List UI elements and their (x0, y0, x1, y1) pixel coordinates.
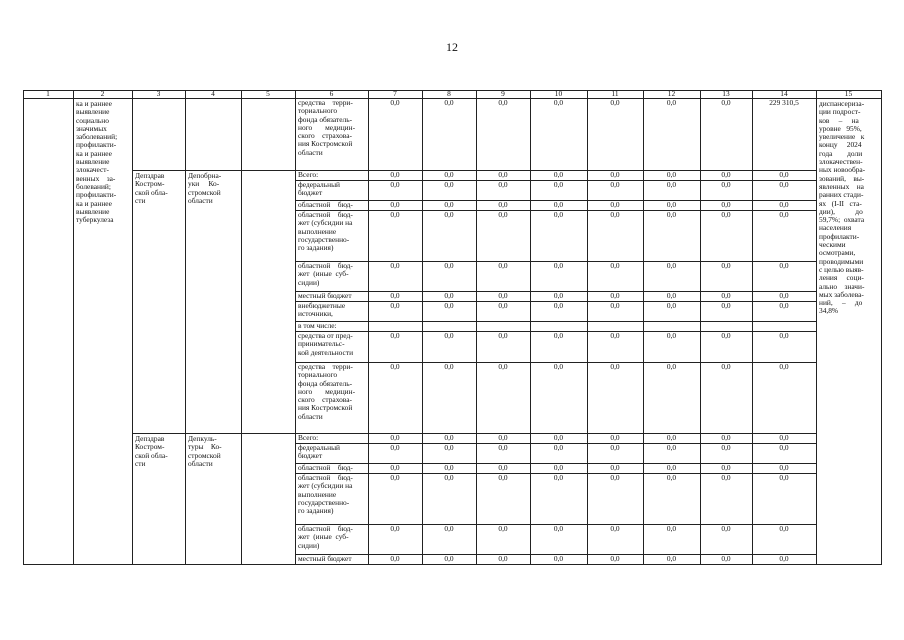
funding-value: 0,0 (610, 474, 620, 482)
funding-value: 0,0 (444, 181, 454, 189)
funding-value: 0,0 (444, 302, 454, 310)
funding-value: 0,0 (390, 332, 400, 340)
funding-value: 0,0 (498, 262, 508, 270)
funding-value: 0,0 (553, 99, 564, 107)
funding-value: 0,0 (721, 363, 731, 371)
funding-source-label: местный бюджет (298, 555, 352, 563)
funding-value: 0,0 (721, 211, 731, 219)
funding-value: 0,0 (444, 171, 454, 179)
funding-value: 0,0 (498, 211, 508, 219)
result-indicator-cell: диспансериза- ции подрост- ков – на уровне 95%, увеличение к концу 2024 года доли злокачествен- ных новообра- зований, вы- явленных на ранних стади- ях (I-II ста- дии), до 59,7%; охвата населения профилакти- ческими осмотрами, проводимыми с целью выяв- ления соци- ально значи- мых заболева- ний, – до 34,8% (819, 100, 866, 316)
column-number-header: 11 (611, 90, 619, 98)
funding-value: 0,0 (779, 262, 789, 270)
table-rule-vertical (295, 90, 296, 565)
funding-value: 0,0 (721, 525, 731, 533)
funding-value: 0,0 (666, 302, 677, 310)
table-rule-vertical (816, 90, 817, 565)
column-number-header: 4 (211, 90, 215, 98)
funding-value: 0,0 (390, 474, 400, 482)
funding-value: 0,0 (553, 171, 564, 179)
funding-value: 0,0 (553, 555, 564, 563)
table-rule-horizontal (132, 170, 296, 171)
funding-value: 0,0 (390, 302, 400, 310)
funding-value: 0,0 (498, 201, 508, 209)
funding-value: 0,0 (498, 444, 508, 452)
funding-value: 0,0 (498, 363, 508, 371)
funding-value: 0,0 (779, 292, 789, 300)
table-rule-vertical (241, 90, 242, 565)
funding-value (476, 322, 530, 331)
funding-value: 0,0 (721, 201, 731, 209)
funding-source-label: областной бюд- (298, 201, 353, 209)
funding-value: 0,0 (390, 171, 400, 179)
funding-value: 0,0 (390, 99, 400, 107)
funding-value: 0,0 (666, 363, 677, 371)
funding-value: 0,0 (779, 332, 789, 340)
funding-value: 0,0 (779, 464, 789, 472)
funding-value: 0,0 (610, 181, 620, 189)
funding-value: 0,0 (390, 444, 400, 452)
funding-value: 0,0 (721, 302, 731, 310)
funding-value: 0,0 (610, 434, 620, 442)
funding-value: 0,0 (553, 302, 564, 310)
funding-value: 229 310,5 (769, 99, 799, 107)
funding-value: 0,0 (721, 434, 731, 442)
funding-source-label: областной бюд- жет (иные суб- сидии) (298, 525, 353, 550)
funding-value: 0,0 (666, 181, 677, 189)
funding-value: 0,0 (390, 555, 400, 563)
funding-value: 0,0 (498, 181, 508, 189)
funding-value: 0,0 (444, 262, 454, 270)
funding-value: 0,0 (666, 292, 677, 300)
funding-value: 0,0 (444, 474, 454, 482)
table-rule-horizontal (23, 564, 882, 565)
funding-value: 0,0 (721, 474, 731, 482)
funding-value: 0,0 (553, 434, 564, 442)
funding-value: 0,0 (553, 181, 564, 189)
funding-value: 0,0 (444, 555, 454, 563)
funding-value: 0,0 (610, 525, 620, 533)
funding-value: 0,0 (721, 464, 731, 472)
funding-value: 0,0 (610, 464, 620, 472)
funding-value: 0,0 (444, 525, 454, 533)
funding-value: 0,0 (666, 464, 677, 472)
task-description-cell: ка и раннее выявление социально значимых заболеваний; профилакти- ка и раннее выявление злокачест- венных за- болеваний; профилакти- ка и раннее выявление туберкулеза (76, 100, 118, 225)
funding-value: 0,0 (779, 474, 789, 482)
funding-value: 0,0 (721, 171, 731, 179)
funding-value: 0,0 (779, 211, 789, 219)
funding-value: 0,0 (610, 292, 620, 300)
funding-source-label: федеральный бюджет (298, 444, 340, 461)
funding-value: 0,0 (779, 555, 789, 563)
column-number-header: 12 (667, 90, 676, 98)
funding-value: 0,0 (390, 464, 400, 472)
funding-value: 0,0 (610, 444, 620, 452)
table-rule-vertical (23, 90, 24, 565)
funding-value: 0,0 (498, 525, 508, 533)
funding-value: 0,0 (498, 302, 508, 310)
funding-value: 0,0 (390, 292, 400, 300)
funding-value: 0,0 (610, 211, 620, 219)
funding-value: 0,0 (444, 434, 454, 442)
funding-value: 0,0 (666, 171, 677, 179)
funding-value: 0,0 (779, 525, 789, 533)
funding-value: 0,0 (498, 434, 508, 442)
funding-value: 0,0 (553, 363, 564, 371)
program-table (23, 90, 881, 581)
funding-value: 0,0 (779, 444, 789, 452)
funding-value: 0,0 (390, 181, 400, 189)
funding-value: 0,0 (666, 474, 677, 482)
funding-value: 0,0 (666, 555, 677, 563)
funding-value: 0,0 (666, 332, 677, 340)
funding-value: 0,0 (666, 444, 677, 452)
funding-value (752, 322, 816, 331)
funding-value: 0,0 (444, 444, 454, 452)
funding-value (422, 322, 476, 331)
funding-value: 0,0 (779, 302, 789, 310)
funding-value: 0,0 (498, 99, 508, 107)
column-number-header: 3 (156, 90, 161, 98)
funding-value: 0,0 (779, 181, 789, 189)
funding-value: 0,0 (610, 332, 620, 340)
funding-value: 0,0 (444, 201, 454, 209)
funding-source-label: в том числе: (298, 322, 337, 330)
column-number-header: 15 (844, 90, 853, 98)
funding-value: 0,0 (553, 262, 564, 270)
funding-value: 0,0 (779, 171, 789, 179)
funding-value: 0,0 (779, 363, 789, 371)
funding-source-label: областной бюд- жет (иные суб- сидии) (298, 262, 353, 287)
funding-value: 0,0 (553, 444, 564, 452)
funding-value: 0,0 (666, 262, 677, 270)
funding-source-label: областной бюд- жет (субсидии на выполнение государственно- го задания) (298, 211, 353, 253)
funding-value: 0,0 (721, 99, 731, 107)
funding-value: 0,0 (553, 211, 564, 219)
funding-value: 0,0 (390, 211, 400, 219)
funding-source-label: областной бюд- (298, 464, 353, 472)
funding-value: 0,0 (444, 292, 454, 300)
funding-source-label: средства терри- ториального фонда обязатель- ного медицин- ского страхова- ния Костромской области (298, 99, 356, 157)
funding-value: 0,0 (610, 99, 620, 107)
column-number-header: 6 (329, 90, 334, 98)
funding-value: 0,0 (721, 444, 731, 452)
table-rule-vertical (185, 90, 186, 565)
funding-value (587, 322, 643, 331)
funding-value: 0,0 (444, 332, 454, 340)
funding-value: 0,0 (498, 464, 508, 472)
funding-value: 0,0 (610, 302, 620, 310)
funding-value (700, 322, 752, 331)
responsible-executor-cell: Депздрав Костром- ской обла- сти (135, 435, 168, 468)
funding-value: 0,0 (666, 99, 677, 107)
funding-value: 0,0 (610, 171, 620, 179)
funding-value (368, 322, 422, 331)
funding-value: 0,0 (390, 363, 400, 371)
funding-value: 0,0 (610, 363, 620, 371)
table-rule-vertical (881, 90, 882, 565)
column-number-header: 5 (266, 90, 270, 98)
funding-value: 0,0 (390, 525, 400, 533)
funding-value: 0,0 (553, 201, 564, 209)
funding-source-label: внебюджетные источники, (298, 302, 346, 319)
funding-value: 0,0 (553, 292, 564, 300)
responsible-executor-cell: Депздрав Костром- ской обла- сти (135, 172, 168, 205)
funding-source-label: Всего: (298, 434, 319, 442)
funding-value: 0,0 (444, 464, 454, 472)
funding-value (643, 322, 700, 331)
funding-value: 0,0 (666, 525, 677, 533)
funding-source-label: средства терри- ториального фонда обязатель- ного медицин- ского страхова- ния Костромской области (298, 363, 356, 421)
funding-value: 0,0 (610, 555, 620, 563)
co-executor-cell: Депобрна- уки Ко- стромской области (188, 172, 222, 205)
funding-value: 0,0 (779, 201, 789, 209)
funding-value: 0,0 (553, 464, 564, 472)
column-number-header: 13 (722, 90, 730, 98)
funding-value: 0,0 (444, 363, 454, 371)
funding-value (530, 322, 587, 331)
table-rule-horizontal (132, 433, 296, 434)
funding-value: 0,0 (444, 99, 454, 107)
table-rule-vertical (132, 90, 133, 565)
funding-value: 0,0 (498, 474, 508, 482)
funding-value: 0,0 (498, 332, 508, 340)
funding-value: 0,0 (666, 434, 677, 442)
page-number: 12 (446, 40, 458, 54)
column-number-header: 2 (100, 90, 105, 98)
table-rule-vertical (73, 90, 74, 565)
funding-value: 0,0 (553, 474, 564, 482)
column-number-header: 14 (780, 90, 788, 98)
funding-value: 0,0 (721, 332, 731, 340)
funding-value: 0,0 (498, 292, 508, 300)
funding-value: 0,0 (390, 201, 400, 209)
co-executor-cell: Депкуль- туры Ко- стромской области (188, 435, 222, 468)
funding-source-label: местный бюджет (298, 292, 352, 300)
funding-source-label: средства от пред- принимательс- кой деятельности (298, 332, 354, 357)
funding-value: 0,0 (553, 525, 564, 533)
funding-value: 0,0 (610, 201, 620, 209)
funding-value: 0,0 (666, 201, 677, 209)
funding-source-label: областной бюд- жет (субсидии на выполнение государственно- го задания) (298, 474, 353, 516)
funding-value: 0,0 (444, 211, 454, 219)
funding-value: 0,0 (553, 332, 564, 340)
funding-value: 0,0 (721, 292, 731, 300)
funding-value: 0,0 (721, 262, 731, 270)
funding-value: 0,0 (390, 434, 400, 442)
funding-value: 0,0 (779, 434, 789, 442)
funding-value: 0,0 (666, 211, 677, 219)
funding-source-label: федеральный бюджет (298, 181, 340, 198)
funding-source-label: Всего: (298, 171, 319, 179)
column-number-header: 7 (393, 90, 397, 98)
funding-value: 0,0 (721, 555, 731, 563)
column-number-header: 8 (447, 90, 451, 98)
column-number-header: 1 (46, 90, 50, 98)
funding-value: 0,0 (498, 171, 508, 179)
column-number-header: 10 (554, 90, 563, 98)
funding-value: 0,0 (610, 262, 620, 270)
funding-value: 0,0 (390, 262, 400, 270)
column-number-header: 9 (501, 90, 505, 98)
funding-value: 0,0 (498, 555, 508, 563)
funding-value: 0,0 (721, 181, 731, 189)
